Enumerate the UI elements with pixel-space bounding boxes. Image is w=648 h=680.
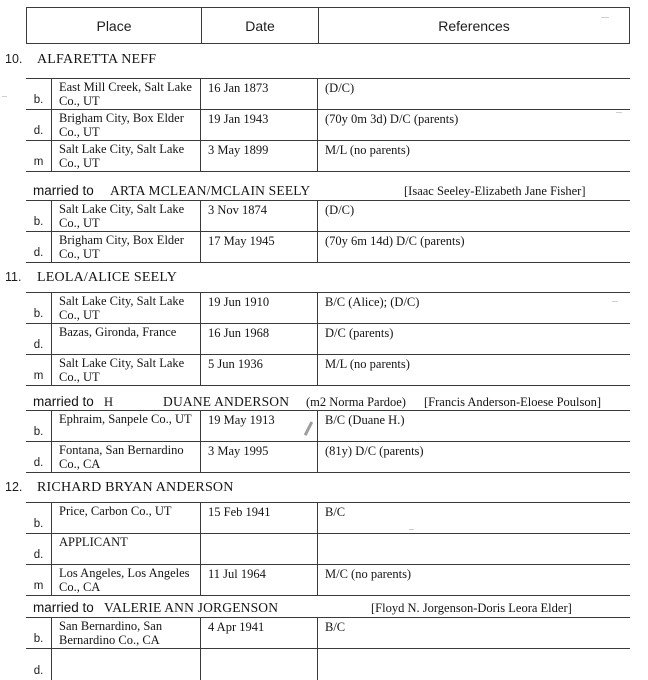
row-tag: m <box>26 141 52 171</box>
table-row <box>26 110 630 141</box>
row-tag: d. <box>26 324 52 354</box>
row-reference <box>318 534 630 564</box>
entry-12-table <box>26 502 630 596</box>
row-reference: B/C (Alice); (D/C) <box>325 295 420 309</box>
row-date: 17 May 1945 <box>201 232 318 262</box>
table-row <box>26 141 630 172</box>
row-place: East Mill Creek, Salt Lake Co., UT <box>52 79 201 109</box>
row-tag: b. <box>26 79 52 109</box>
row-tag: d. <box>26 649 52 680</box>
row-date <box>201 649 318 680</box>
row-date: 5 Jun 1936 <box>201 355 318 385</box>
row-date: 3 May 1899 <box>201 141 318 171</box>
row-reference: B/C (Duane H.) <box>325 413 405 427</box>
spouse-parents: [Francis Anderson-Eloese Poulson] <box>424 395 602 409</box>
spouse-initial: H <box>104 395 114 409</box>
row-reference: B/C <box>325 505 346 519</box>
row-reference: M/L (no parents) <box>325 357 410 371</box>
entry-name-11: LEOLA/ALICE SEELY <box>37 270 178 285</box>
table-column-header <box>26 7 630 44</box>
row-tag: d. <box>26 110 52 140</box>
row-reference: B/C <box>325 620 346 634</box>
spouse-note: (m2 Norma Pardoe) <box>306 395 406 409</box>
column-header-date: Date <box>202 8 319 43</box>
table-row <box>26 324 630 355</box>
table-row <box>26 649 630 680</box>
row-tag: d. <box>26 534 52 564</box>
row-reference <box>318 649 630 680</box>
row-tag: b. <box>26 618 52 648</box>
row-place: Los Angeles, Los Angeles Co., CA <box>52 565 201 595</box>
entry-name-10: ALFARETTA NEFF <box>37 52 157 67</box>
table-row <box>26 442 630 473</box>
row-date <box>201 534 318 564</box>
row-date: 3 May 1995 <box>201 442 318 472</box>
row-date: 16 Jun 1968 <box>201 324 318 354</box>
spouse-parents: [Floyd N. Jorgenson-Doris Leora Elder] <box>371 601 572 615</box>
row-reference: (81y) D/C (parents) <box>325 444 424 458</box>
table-row <box>26 232 630 263</box>
table-row <box>26 618 630 649</box>
entry-number-11: 11. <box>5 270 22 284</box>
entry-number-12: 12. <box>5 480 23 494</box>
row-date: 16 Jan 1873 <box>201 79 318 109</box>
table-row <box>26 565 630 596</box>
table-row <box>26 201 630 232</box>
spouse-name: VALERIE ANN JORGENSON <box>104 600 279 615</box>
table-row <box>26 503 630 534</box>
row-date: 3 Nov 1874 <box>201 201 318 231</box>
row-reference: (D/C) <box>325 203 355 217</box>
table-row <box>26 411 630 442</box>
row-reference: M/C (no parents) <box>325 567 412 581</box>
row-tag: d. <box>26 232 52 262</box>
spouse-name: ARTA MCLEAN/MCLAIN SEELY <box>110 183 311 198</box>
row-place: APPLICANT <box>52 534 201 564</box>
row-place: Bazas, Gironda, France <box>52 324 201 354</box>
row-tag: b. <box>26 201 52 231</box>
entry-11-spouse-table <box>26 410 630 473</box>
row-place <box>52 649 201 680</box>
scan-speckle <box>2 96 7 97</box>
row-reference: M/L (no parents) <box>325 143 410 157</box>
married-to-label: married to <box>33 183 94 198</box>
row-date: 15 Feb 1941 <box>201 503 318 533</box>
table-row <box>26 293 630 324</box>
row-reference: D/C (parents) <box>325 326 394 340</box>
row-reference: (D/C) <box>325 81 355 95</box>
row-place: Ephraim, Sanpele Co., UT <box>52 411 201 441</box>
row-place: Salt Lake City, Salt Lake Co., UT <box>52 141 201 171</box>
row-place: Fontana, San Bernardino Co., CA <box>52 442 201 472</box>
row-place: Salt Lake City, Salt Lake Co., UT <box>52 201 201 231</box>
entry-11-table <box>26 292 630 386</box>
entry-number-10: 10. <box>5 52 23 66</box>
row-place: Brigham City, Box Elder Co., UT <box>52 110 201 140</box>
spouse-name: DUANE ANDERSON <box>163 394 290 409</box>
row-place: Brigham City, Box Elder Co., UT <box>52 232 201 262</box>
entry-10-spouse-table <box>26 200 630 263</box>
spouse-parents: [Isaac Seeley-Elizabeth Jane Fisher] <box>404 184 586 198</box>
row-place: Salt Lake City, Salt Lake Co., UT <box>52 293 201 323</box>
row-tag: m <box>26 355 52 385</box>
entry-name-12: RICHARD BRYAN ANDERSON <box>37 480 234 495</box>
row-reference: (70y 0m 3d) D/C (parents) <box>325 112 459 126</box>
column-header-place: Place <box>27 8 202 43</box>
married-to-label: married to <box>33 394 94 409</box>
row-place: San Bernardino, San Bernardino Co., CA <box>52 618 201 648</box>
row-date: 19 May 1913 <box>201 411 318 441</box>
row-date: 19 Jan 1943 <box>201 110 318 140</box>
row-tag: b. <box>26 293 52 323</box>
column-header-references: References <box>438 17 510 34</box>
entry-10-table <box>26 78 630 172</box>
table-row <box>26 355 630 386</box>
married-to-label: married to <box>33 600 94 615</box>
row-tag: d. <box>26 442 52 472</box>
row-tag: b. <box>26 411 52 441</box>
row-place: Price, Carbon Co., UT <box>52 503 201 533</box>
row-date: 19 Jun 1910 <box>201 293 318 323</box>
row-place: Salt Lake City, Salt Lake Co., UT <box>52 355 201 385</box>
row-tag: b. <box>26 503 52 533</box>
table-row <box>26 534 630 565</box>
entry-12-spouse-table <box>26 617 630 680</box>
row-date: 11 Jul 1964 <box>201 565 318 595</box>
table-row <box>26 79 630 110</box>
row-tag: m <box>26 565 52 595</box>
row-reference: (70y 6m 14d) D/C (parents) <box>325 234 465 248</box>
row-date: 4 Apr 1941 <box>201 618 318 648</box>
